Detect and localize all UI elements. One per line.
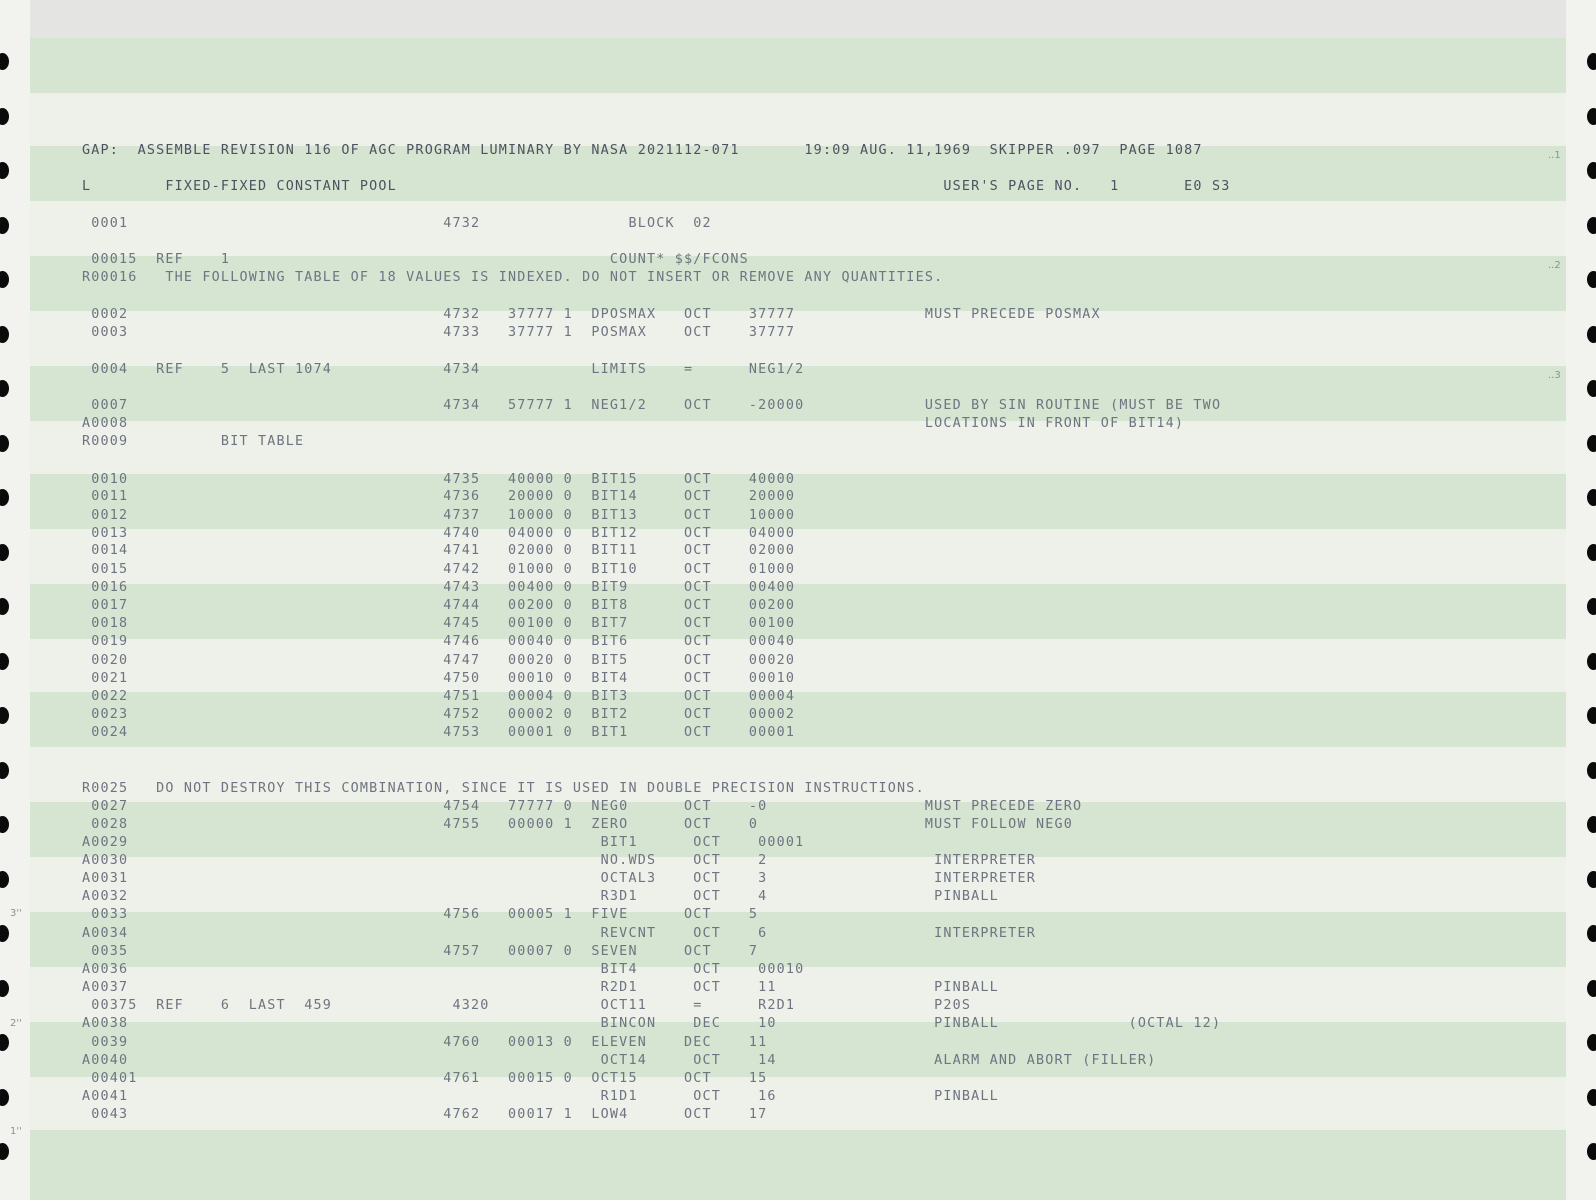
punch-hole (1587, 326, 1596, 343)
punch-hole (1587, 1089, 1596, 1106)
punch-hole (1587, 162, 1596, 179)
listing-line: A0008 LOCATIONS IN FRONT OF BIT14) (82, 416, 1185, 431)
listing-line: A0034 REVCNT OCT 6 INTERPRETER (82, 926, 1036, 941)
margin-mark: ..2 (1548, 260, 1561, 271)
listing-line: 0018 4745 00100 0 BIT7 OCT 00100 (82, 616, 796, 631)
greenbar-band (30, 1130, 1566, 1200)
listing-line: 0002 4732 37777 1 DPOSMAX OCT 37777 MUST PRECEDE POSMAX (82, 307, 1101, 322)
listing-line: R0009 BIT TABLE (82, 434, 305, 449)
punch-hole (1587, 53, 1596, 70)
listing-line: A0038 BINCON DEC 10 PINBALL (OCTAL 12) (82, 1016, 1222, 1031)
listing-line: R00016 THE FOLLOWING TABLE OF 18 VALUES IS INDEXED. DO NOT INSERT OR REMOVE ANY QUANTITIES. (82, 270, 944, 285)
listing-line: 0017 4744 00200 0 BIT8 OCT 00200 (82, 598, 796, 613)
greenbar-band (30, 38, 1566, 93)
punch-hole (1587, 217, 1596, 234)
listing-line: 0020 4747 00020 0 BIT5 OCT 00020 (82, 653, 796, 668)
punch-hole (1587, 380, 1596, 397)
listing-line: 0001 4732 BLOCK 02 (82, 216, 712, 231)
listing-line: 0012 4737 10000 0 BIT13 OCT 10000 (82, 508, 796, 523)
listing-line: 0003 4733 37777 1 POSMAX OCT 37777 (82, 325, 796, 340)
punch-hole (1587, 544, 1596, 561)
listing-line: A0031 OCTAL3 OCT 3 INTERPRETER (82, 871, 1036, 886)
listing-line: A0032 R3D1 OCT 4 PINBALL (82, 889, 999, 904)
margin-mark: ..3 (1548, 370, 1561, 381)
punch-hole (1587, 598, 1596, 615)
listing-line: 0028 4755 00000 1 ZERO OCT 0 MUST FOLLOW NEG0 (82, 817, 1074, 832)
listing-line: 0015 4742 01000 0 BIT10 OCT 01000 (82, 562, 796, 577)
punch-hole (1587, 816, 1596, 833)
listing-line: 0021 4750 00010 0 BIT4 OCT 00010 (82, 671, 796, 686)
listing-line: A0037 R2D1 OCT 11 PINBALL (82, 980, 999, 995)
listing-line: 0027 4754 77777 0 NEG0 OCT -0 MUST PRECEDE ZERO (82, 799, 1083, 814)
listing-line: 0035 4757 00007 0 SEVEN OCT 7 (82, 944, 759, 959)
punch-hole (1587, 653, 1596, 670)
punch-hole (1587, 489, 1596, 506)
listing-line: 0039 4760 00013 0 ELEVEN DEC 11 (82, 1035, 768, 1050)
punch-hole (1587, 925, 1596, 942)
punch-hole (1587, 707, 1596, 724)
listing-header: GAP: ASSEMBLE REVISION 116 OF AGC PROGRAM LUMINARY BY NASA 2021112-071 19:09 AUG. 11,1969 SKIPPER .097 PAGE 1087 (82, 143, 1203, 158)
listing-line: 0014 4741 02000 0 BIT11 OCT 02000 (82, 543, 796, 558)
margin-mark: 2'' (10, 1018, 22, 1029)
punch-hole (1587, 871, 1596, 888)
listing-line: A0041 R1D1 OCT 16 PINBALL (82, 1089, 999, 1104)
listing-line: A0029 BIT1 OCT 00001 (82, 835, 805, 850)
punch-hole (1587, 1034, 1596, 1051)
listing-line: 0024 4753 00001 0 BIT1 OCT 00001 (82, 725, 796, 740)
listing-line: 0033 4756 00005 1 FIVE OCT 5 (82, 907, 759, 922)
listing-line: 0043 4762 00017 1 LOW4 OCT 17 (82, 1107, 768, 1122)
margin-mark: 1'' (10, 1126, 22, 1137)
listing-line: 00015 REF 1 COUNT* $$/FCONS (82, 252, 749, 267)
punch-hole (1587, 1143, 1596, 1160)
punch-hole (1587, 108, 1596, 125)
page-top-edge (0, 0, 1596, 38)
punch-hole (1587, 980, 1596, 997)
listing-line: 0019 4746 00040 0 BIT6 OCT 00040 (82, 634, 796, 649)
listing-line: 0016 4743 00400 0 BIT9 OCT 00400 (82, 580, 796, 595)
listing-line: 0010 4735 40000 0 BIT15 OCT 40000 (82, 472, 796, 487)
margin-mark: ..1 (1548, 150, 1561, 161)
margin-mark: 3'' (10, 908, 22, 919)
listing-line: 0013 4740 04000 0 BIT12 OCT 04000 (82, 526, 796, 541)
punch-hole (1587, 435, 1596, 452)
listing-line: A0036 BIT4 OCT 00010 (82, 962, 805, 977)
listing-line: 0023 4752 00002 0 BIT2 OCT 00002 (82, 707, 796, 722)
listing-line: 0004 REF 5 LAST 1074 4734 LIMITS = NEG1/2 (82, 362, 805, 377)
listing-line: 0022 4751 00004 0 BIT3 OCT 00004 (82, 689, 796, 704)
listing-line: A0040 OCT14 OCT 14 ALARM AND ABORT (FILLER) (82, 1053, 1157, 1068)
listing-line: 00401 4761 00015 0 OCT15 OCT 15 (82, 1071, 768, 1086)
listing-line: A0030 NO.WDS OCT 2 INTERPRETER (82, 853, 1036, 868)
listing-line: 0007 4734 57777 1 NEG1/2 OCT -20000 USED BY SIN ROUTINE (MUST BE TWO (82, 398, 1222, 413)
punch-hole (1587, 762, 1596, 779)
listing-line: R0025 DO NOT DESTROY THIS COMBINATION, SINCE IT IS USED IN DOUBLE PRECISION INSTRUCTIONS. (82, 781, 925, 796)
listing-subheader: L FIXED-FIXED CONSTANT POOL USER'S PAGE NO. 1 E0 S3 (82, 179, 1231, 194)
punch-hole (1587, 271, 1596, 288)
listing-line: 0011 4736 20000 0 BIT14 OCT 20000 (82, 489, 796, 504)
listing-line: 00375 REF 6 LAST 459 4320 OCT11 = R2D1 P20S (82, 998, 972, 1013)
